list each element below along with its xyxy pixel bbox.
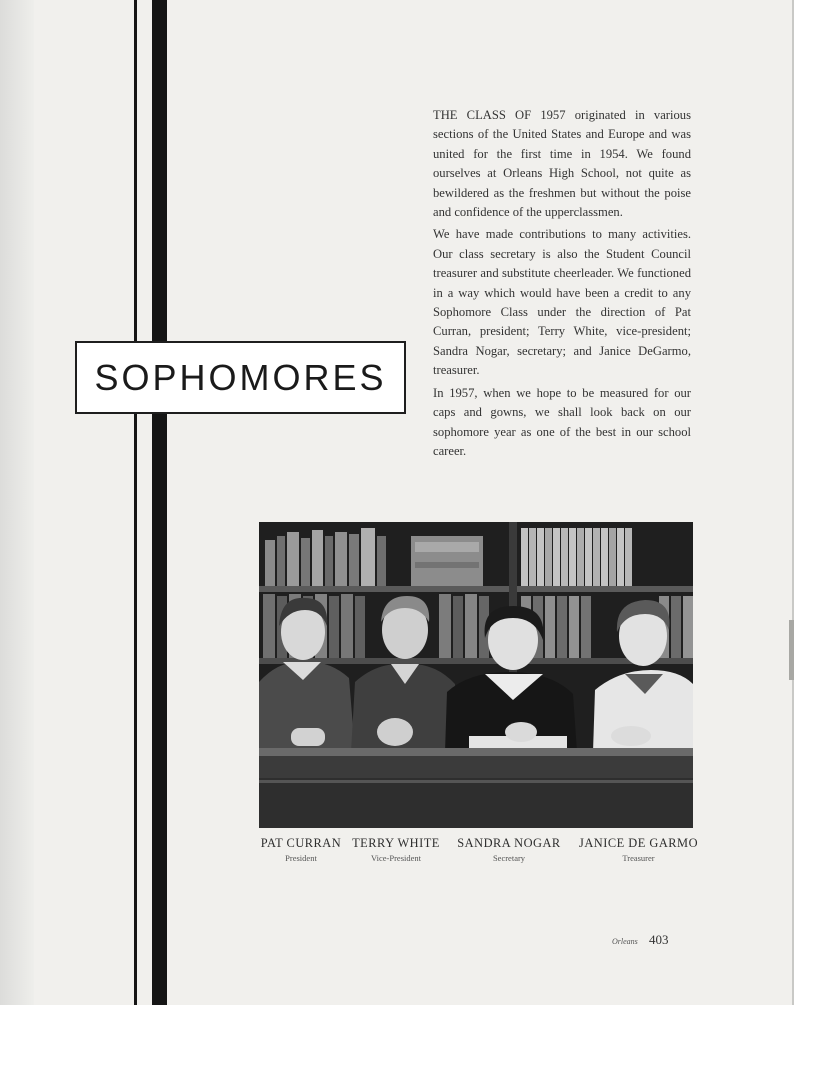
- section-title: SOPHOMORES: [94, 356, 387, 398]
- paragraph: THE CLASS OF 1957 originated in various sections of the United States and Europe and was united for the first time in 1954. We found ourselves at Orleans High School, not quite as bewildered as the freshmen but without the poise and confidence of the upperclassmen.: [433, 108, 691, 220]
- officer-role: President: [285, 853, 317, 863]
- officer-caption: [455, 836, 563, 863]
- decorative-thick-bar: [152, 0, 167, 1005]
- class-history-text: [433, 106, 691, 464]
- officer-role: Treasurer: [622, 853, 655, 863]
- officer-name: JANICE DE GARMO: [579, 836, 699, 850]
- officer-caption: [256, 836, 346, 863]
- section-title-box: [75, 341, 406, 414]
- officer-name: SANDRA NOGAR: [457, 836, 561, 850]
- page-number: 403: [649, 932, 669, 947]
- officer-role: Vice-President: [371, 853, 421, 863]
- page-right-edge: [792, 0, 794, 1005]
- paragraph: In 1957, when we hope to be measured for our caps and gowns, we shall look back on our sophomore year as one of the best in our school career.: [433, 385, 691, 458]
- decorative-thin-bar: [134, 0, 137, 1005]
- officer-caption: [351, 836, 441, 863]
- page-edge-mark: [789, 620, 794, 680]
- paragraph: We have made contributions to many activities. Our class secretary is also the Student Council treasurer and substitute cheerleader. We functioned in a way which would have been a credit to any Sophomore Class under the direction of Pat Curran, president; Terry White, vice-president; Sandra Nogar, secretary; and Janice DeGarmo, treasurer.: [433, 227, 691, 378]
- officers-photo: [259, 522, 693, 828]
- officer-caption: [579, 836, 698, 863]
- officer-captions: [256, 836, 698, 876]
- page-shadow-edge: [0, 0, 34, 1005]
- page-footer: [612, 932, 669, 948]
- officer-name: TERRY WHITE: [352, 836, 440, 850]
- officer-role: Secretary: [492, 853, 526, 863]
- officer-name: PAT CURRAN: [260, 836, 342, 850]
- publication-name: Orleans: [612, 937, 638, 946]
